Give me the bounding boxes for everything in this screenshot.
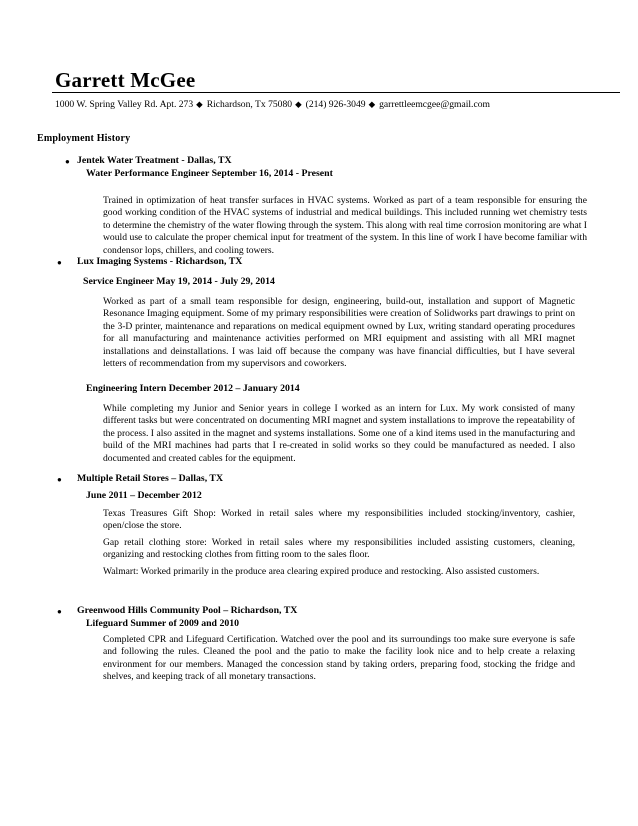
role-description: Gap retail clothing store: Worked in retail sales where my responsibilities included assisting customers, cleaning, organizing and restocking clothes from fitting room to the sales floor. <box>103 537 575 561</box>
role-title: June 2011 – December 2012 <box>86 490 202 501</box>
candidate-name: Garrett McGee <box>55 68 196 92</box>
role-description: Worked as part of a small team responsible for design, engineering, build-out, installation and support of Magnetic Resonance Imaging equipment. Some of my primary responsibilities were creation of Solidworks part drawings to print on the 3-D printer, maintenance and reparations on medical equipment owned by Lux, writing standard operating procedures for all manufacturing and maintenance activities performed on MRI equipment and assisting with all MRI magnet installations and deinstallations. I was laid off because the company was have financial difficulties, but I have several letters of recommendation from my supervisors and coworkers. <box>103 296 575 370</box>
address: 1000 W. Spring Valley Rd. Apt. 273 <box>55 99 194 110</box>
bullet-icon: ● <box>65 157 70 166</box>
phone: (214) 926-3049 <box>305 99 366 110</box>
role-description: Texas Treasures Gift Shop: Worked in retail sales where my responsibilities included stocking/inventory, cashier, open/close the store. <box>103 508 575 532</box>
role-description: Trained in optimization of heat transfer surfaces in HVAC systems. Worked as part of a team responsible for ensuring the good working condition of the HVAC systems of industrial and medical buildings. This included running wet chemistry tests to determine the chemistry of the water flowing through the system. This along with real time corrosion monitoring are what I would use to calculate the proper chemical input for treatment of the system. In this line of work I have become familiar with condensor lops, chillers, and cooling towers. <box>103 195 587 256</box>
job-company: Greenwood Hills Community Pool – Richardson, TX <box>77 605 298 616</box>
role-description: Completed CPR and Lifeguard Certification. Watched over the pool and its surroundings too make sure everyone is safe and following the rules. Cleaned the pool and the patio to make the facility look nice and to help create a relaxing environment for our members. Managed the concession stand by taking orders, preparing food, stocking the fridge and shelves, and keeping track of all monetary transactions. <box>103 634 575 683</box>
role-title: Lifeguard Summer of 2009 and 2010 <box>86 618 240 629</box>
diamond-separator-icon: ◆ <box>368 99 376 109</box>
role-title: Water Performance Engineer September 16, 2014 - Present <box>86 168 333 179</box>
role-description: Walmart: Worked primarily in the produce area clearing expired produce and restocking. Also assisted customers. <box>103 566 540 577</box>
job-company: Jentek Water Treatment - Dallas, TX <box>77 155 232 166</box>
role-description: While completing my Junior and Senior years in college I worked as an intern for Lux. My work consisted of many different tasks but were concentrated on documenting MRI magnet and system installations to improve the repeatability of the process. I also assited in the magnet and systems installations. Some one of a kind items used in the manufacturing and build of the MRI machines had parts that I re-created in solid works so they could be manufactured as needed. I also documented and created cables for the equipment. <box>103 403 575 464</box>
email: garrettleemcgee@gmail.com <box>379 99 490 110</box>
diamond-separator-icon: ◆ <box>295 99 302 109</box>
diamond-separator-icon: ◆ <box>196 99 203 109</box>
job-company: Multiple Retail Stores – Dallas, TX <box>77 473 224 484</box>
city: Richardson, Tx 75080 <box>206 99 293 110</box>
name-underline <box>52 92 620 93</box>
section-title-employment: Employment History <box>37 133 131 144</box>
contact-line <box>55 99 490 110</box>
job-company: Lux Imaging Systems - Richardson, TX <box>77 256 243 267</box>
bullet-icon: ● <box>57 475 62 484</box>
bullet-icon: ● <box>57 607 62 616</box>
bullet-icon: ● <box>57 258 62 267</box>
role-title: Service Engineer May 19, 2014 - July 29, 2014 <box>83 276 275 287</box>
role-title: Engineering Intern December 2012 – January 2014 <box>86 383 300 394</box>
